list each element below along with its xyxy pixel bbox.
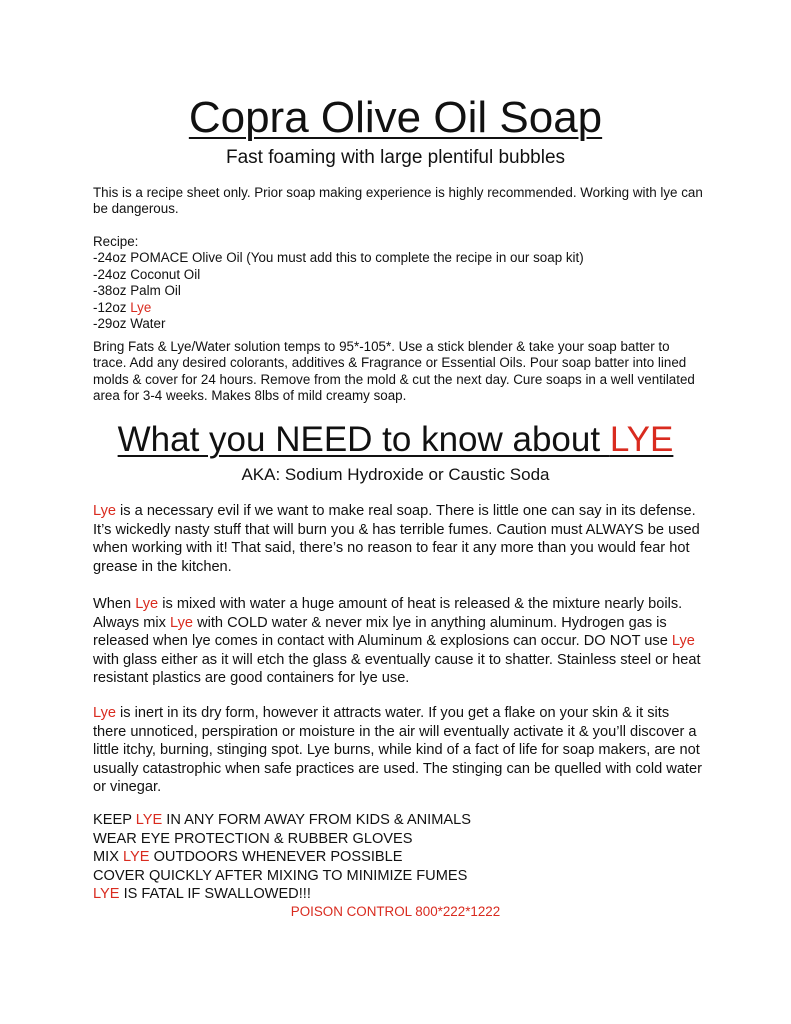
instructions-paragraph: Bring Fats & Lye/Water solution temps to 95*-105*. Use a stick blender & take your soap batter to trace. Add any desired colorants, additives & Fragrance or Essential Oils. Pour soap batter into lined molds & cover for 24 hours. Remove from the mold & cut the next day. Cure soaps in a well ventilated area for 3-4 weeks. Makes 8lbs of mild creamy soap. — [93, 339, 695, 404]
warning-item — [93, 848, 705, 867]
warning-item — [93, 811, 705, 830]
page-title: Copra Olive Oil Soap — [188, 93, 603, 142]
paragraph-text: is a necessary evil if we want to make real soap. There is little one can say in its defense. It’s wickedly nasty stuff that will burn you & has terrible fumes. Caution must ALWAYS be used when working with it! That said, there’s no reason to fear it any more than you would fear hot grease in the kitchen. — [93, 503, 700, 575]
recipe-list — [93, 250, 705, 332]
warning-item — [93, 885, 705, 904]
recipe-item-lye: Lye — [130, 299, 152, 315]
lye-title-text: What you NEED to know about — [117, 420, 610, 459]
paragraph-text: with glass either as it will etch the glass & eventually cause it to shatter. Stainless steel or heat resistant plastics are good containers for lye use. — [93, 651, 701, 687]
recipe-item: -29oz Water — [93, 316, 166, 332]
lye-word: Lye — [671, 633, 695, 650]
recipe-block — [93, 234, 705, 332]
lye-word: Lye — [93, 705, 116, 721]
lye-section-title — [0, 418, 791, 462]
warning-text: KEEP — [93, 812, 136, 828]
paragraph-text: is inert in its dry form, however it attracts water. If you get a flake on your skin & it sits there unnoticed, perspiration or moisture in the air will eventually activate it & you’ll discover a little itchy, burning, stinging spot. Lye burns, while kind of a fact of life for soap makers, are not usually catastrophic when safe practices are used. The stinging can be quelled with cold water or vinegar. — [93, 705, 702, 796]
recipe-item-amount: -12oz — [93, 299, 131, 315]
paragraph-text: When — [93, 596, 136, 612]
warning-item: WEAR EYE PROTECTION & RUBBER GLOVES — [93, 830, 413, 847]
lye-word: Lye — [170, 614, 194, 631]
intro-paragraph: This is a recipe sheet only. Prior soap making experience is highly recommended. Working with lye can be dangerous. — [93, 185, 703, 217]
warning-lye: LYE — [123, 849, 150, 866]
paragraph-text: is mixed with water a huge amount of heat is released & the mixture nearly boils. Always mix — [93, 596, 683, 631]
lye-paragraph-2 — [93, 595, 705, 688]
warning-item: COVER QUICKLY AFTER MIXING TO MINIMIZE FUMES — [93, 867, 468, 884]
warning-text: OUTDOORS WHENEVER POSSIBLE — [149, 849, 403, 866]
page-subtitle: Fast foaming with large plentiful bubbles — [225, 147, 566, 168]
lye-section-subtitle: AKA: Sodium Hydroxide or Caustic Soda — [241, 465, 550, 484]
warning-text: IN ANY FORM AWAY FROM KIDS & ANIMALS — [162, 812, 471, 828]
poison-control-line: POISON CONTROL 800*222*1222 — [290, 904, 501, 919]
recipe-heading: Recipe: — [93, 234, 139, 249]
warnings-list — [93, 811, 705, 904]
warning-text: IS FATAL IF SWALLOWED!!! — [119, 886, 311, 903]
recipe-item: -38oz Palm Oil — [93, 283, 181, 299]
warning-lye: LYE — [135, 812, 163, 828]
recipe-item — [93, 300, 705, 316]
lye-paragraph-3 — [93, 704, 705, 797]
lye-word: Lye — [93, 503, 116, 519]
lye-paragraph-1 — [93, 502, 705, 576]
lye-title-highlight: LYE — [609, 420, 674, 459]
warning-text: MIX — [93, 849, 123, 866]
recipe-item: -24oz Coconut Oil — [93, 266, 201, 282]
lye-word: Lye — [135, 596, 159, 612]
warning-lye: LYE — [93, 886, 120, 903]
recipe-item: -24oz POMACE Olive Oil (You must add this to complete the recipe in our soap kit) — [93, 250, 584, 266]
paragraph-text: with COLD water & never mix lye in anything aluminum. Hydrogen gas is released when lye comes in contact with Aluminum & explosions can occur. DO NOT use — [93, 614, 672, 650]
